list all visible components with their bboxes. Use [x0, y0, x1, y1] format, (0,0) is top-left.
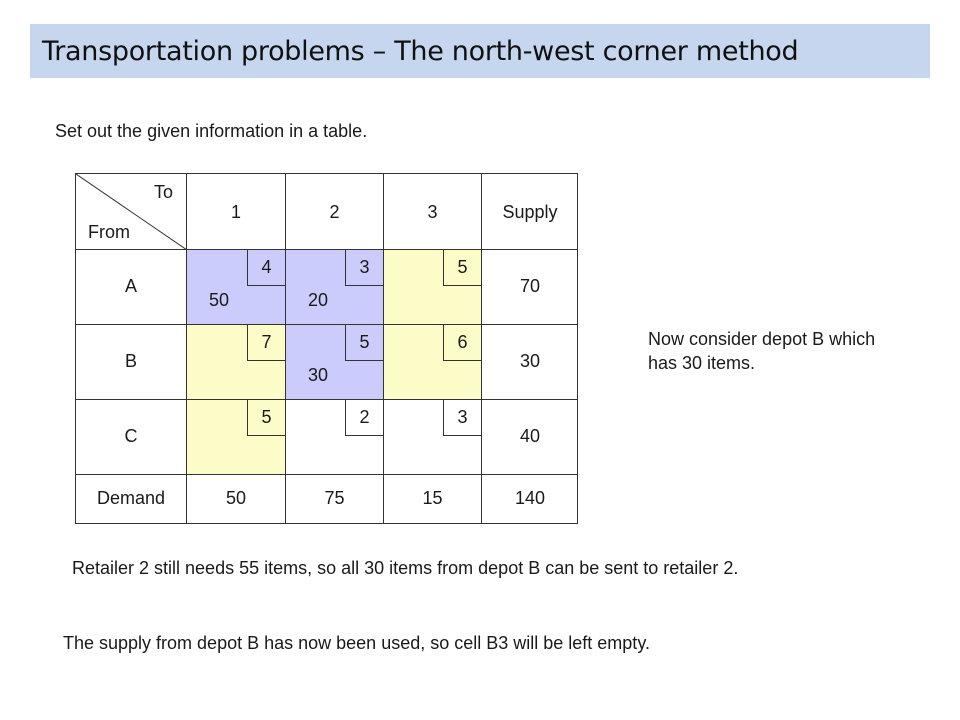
demand-1: [186, 474, 285, 524]
demand-2-value: 75: [324, 488, 345, 508]
demand-total: [481, 474, 578, 524]
cost-a3: 5: [443, 250, 481, 286]
demand-label-cell: [75, 474, 186, 524]
supply-a-value: 70: [519, 276, 541, 296]
header-col-1: [186, 173, 285, 249]
cell-c1: [186, 399, 285, 474]
header-col-2: [285, 173, 383, 249]
supply-a: [481, 249, 578, 324]
cell-a1: [186, 249, 285, 324]
cost-c3: 3: [443, 400, 481, 436]
demand-3-value: 15: [422, 488, 443, 508]
corner-cell: [75, 173, 186, 249]
intro-text: Set out the given information in a table.: [55, 121, 368, 141]
corner-to-label: To: [154, 182, 174, 202]
cell-c2: [285, 399, 383, 474]
row-b-label: B: [124, 351, 137, 371]
cost-b3: 6: [443, 325, 481, 361]
cell-a2: [285, 249, 383, 324]
cost-c1: 5: [247, 400, 285, 436]
cost-b1: 7: [247, 325, 285, 361]
row-label-a: [75, 249, 186, 324]
cost-a1: 4: [247, 250, 285, 286]
demand-1-value: 50: [225, 488, 247, 508]
header-col-3: [383, 173, 481, 249]
slide-title: Transportation problems – The north-west corner method: [42, 35, 799, 67]
supply-c: [481, 399, 578, 474]
cell-b1: [186, 324, 285, 399]
cost-a2: 3: [345, 250, 383, 286]
cost-c2: 2: [345, 400, 383, 436]
header-supply: [481, 173, 578, 249]
row-label-c: [75, 399, 186, 474]
allocation-b2: 30: [308, 365, 329, 385]
demand-3: [383, 474, 481, 524]
demand-label: Demand: [96, 488, 166, 508]
row-label-b: [75, 324, 186, 399]
header-col-3-label: 3: [427, 202, 438, 222]
transportation-table: [75, 173, 578, 524]
header-col-2-label: 2: [329, 202, 340, 222]
cell-c3: [383, 399, 481, 474]
slide-title-bar: [30, 24, 930, 78]
supply-b-value: 30: [519, 351, 541, 371]
demand-2: [285, 474, 383, 524]
supply-c-value: 40: [519, 426, 541, 446]
allocation-a1: 50: [209, 290, 230, 310]
header-supply-label: Supply: [502, 202, 558, 222]
explanation-note-1: Retailer 2 still needs 55 items, so all 30 items from depot B can be sent to retailer 2.: [72, 558, 739, 578]
cell-b2: [285, 324, 383, 399]
explanation-note-2: The supply from depot B has now been used, so cell B3 will be left empty.: [63, 633, 650, 653]
row-a-label: A: [124, 276, 137, 296]
demand-total-value: 140: [514, 488, 546, 508]
side-note: Now consider depot B which has 30 items.: [648, 329, 876, 373]
cost-b2: 5: [345, 325, 383, 361]
cell-a3: [383, 249, 481, 324]
cell-b3: [383, 324, 481, 399]
header-col-1-label: 1: [230, 202, 241, 222]
allocation-a2: 20: [308, 290, 329, 310]
supply-b: [481, 324, 578, 399]
corner-from-label: From: [88, 222, 130, 242]
row-c-label: C: [124, 426, 138, 446]
